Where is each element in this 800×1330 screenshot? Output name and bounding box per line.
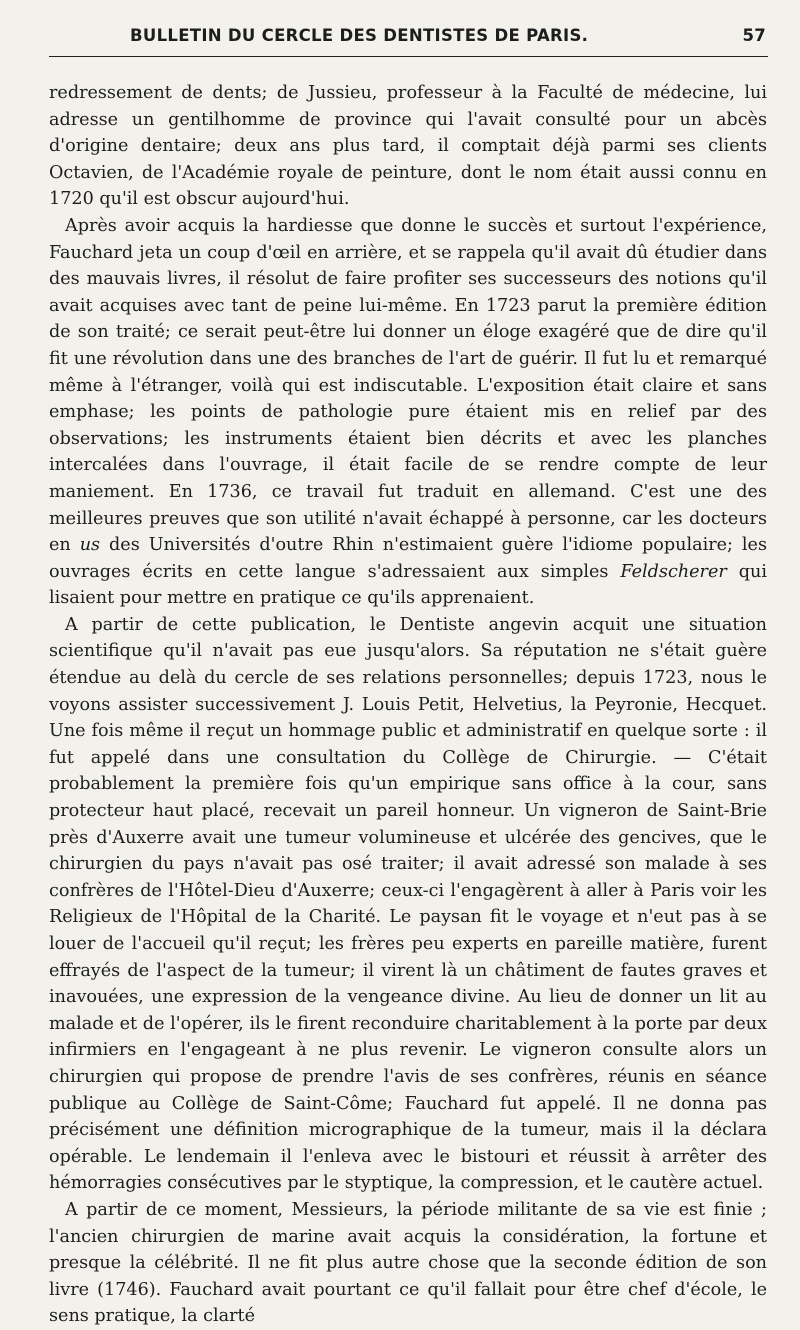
text-segment: redressement de dents; de Jussieu, professeur à la Faculté de médecine, lui adresse un gentilhomme de province qui l'avait consulté pour un abcès d'origine dentaire; deux ans plus tard, il comptait déjà parmi ses clients Octavien, de l'Académie royale de peinture, dont le nom était aussi connu en 1720 qu'il est obscur aujourd'hui. bbox=[49, 83, 767, 210]
text-segment: qui lisaient pour mettre en pratique ce qu'ils apprenaient. bbox=[49, 561, 767, 609]
text-segment: A partir de cette publication, le Dentiste angevin acquit une situation scientifique qu'il n'avait pas eue jusqu'alors. Sa réputation ne s'était guère étendue au delà du cercle de ses relations personnelles; depuis 1723, nous le voyons assister successivement J. Louis Petit, Helvetius, la Peyronie, Hecquet. Une fois même il reçut un hommage public et administratif en quelque sorte : il fut appelé dans une consultation du Collège de Chirurgie. — C'était probablement la première fois qu'un empirique sans office à la cour, sans protecteur haut placé, recevait un pareil honneur. Un vigneron de Saint-Brie près d'Auxerre avait une tumeur volumineuse et ulcérée des gencives, que le chirurgien du pays n'avait pas osé traiter; il avait adressé son malade à ses confrères de l'Hôtel-Dieu d'Auxerre; ceux-ci l'engagèrent à aller à Paris voir les Religieux de l'Hôpital de la Charité. Le paysan fit le voyage et n'eut pas à se louer de l'accueil qu'il reçut; les frères peu experts en pareille matière, furent effrayés de l'aspect de la tumeur; il virent là un châtiment de fautes graves et inavouées, une expression de la vengeance divine. Au lieu de donner un lit au malade et de l'opérer, ils le firent reconduire charitablement à la porte par deux infirmiers en l'engageant à ne plus revenir. Le vigneron consulte alors un chirurgien qui propose de prendre l'avis de ses confrères, réunis en séance publique au Collège de Saint-Côme; Fauchard fut appelé. Il ne donna pas précisément une définition micrographique de la tumeur, mais il la déclara opérable. Le lendemain il l'enleva avec le bistouri et réussit à arrêter des hémorragies consécutives par le styptique, la compression, et le cautère actuel. bbox=[49, 614, 767, 1194]
paragraph bbox=[49, 1197, 767, 1330]
header-rule bbox=[49, 56, 768, 57]
paragraph bbox=[49, 612, 767, 1197]
page-number: 57 bbox=[742, 26, 766, 45]
paragraph bbox=[49, 80, 767, 213]
body-text bbox=[49, 80, 767, 1330]
running-header bbox=[130, 26, 766, 56]
text-segment: des Universités d'outre Rhin n'estimaient guère l'idiome populaire; les ouvrages écrits en cette langue s'adressaient aux simples bbox=[49, 535, 767, 582]
text-segment: Après avoir acquis la hardiesse que donne le succès et surtout l'expérience, Fauchard jeta un coup d'œil en arrière, et se rappela qu'il avait dû étudier dans des mauvais livres, il résolut de faire profiter ses successeurs des notions qu'il avait acquises avec tant de peine lui-même. En 1723 parut la première édition de son traité; ce serait peut-être lui donner un éloge exagéré que de dire qu'il fit une révolution dans une des branches de l'art de guérir. Il fut lu et remarqué même à l'étranger, voilà qui est indiscutable. L'exposition était claire et sans emphase; les points de pathologie pure étaient mis en relief par des observations; les instruments étaient bien décrits et avec les planches intercalées dans l'ouvrage, il était facile de se rendre compte de leur maniement. En 1736, ce travail fut traduit en allemand. C'est une des meilleures preuves que son utilité n'avait échappé à personne, car les docteurs en bbox=[49, 215, 767, 556]
text-segment: A partir de ce moment, Messieurs, la période militante de sa vie est finie ; l'ancien chirurgien de marine avait acquis la considération, la fortune et presque la célébrité. Il ne fit plus autre chose que la seconde édition de son livre (1746). Fauchard avait pourtant ce qu'il fallait pour être chef d'école, le sens pratique, la clarté bbox=[49, 1199, 767, 1327]
italic-term: us bbox=[79, 535, 101, 556]
paragraph bbox=[49, 213, 767, 612]
journal-title: BULLETIN DU CERCLE DES DENTISTES DE PARIS. bbox=[130, 26, 589, 45]
italic-term: Feldscherer bbox=[620, 561, 727, 582]
